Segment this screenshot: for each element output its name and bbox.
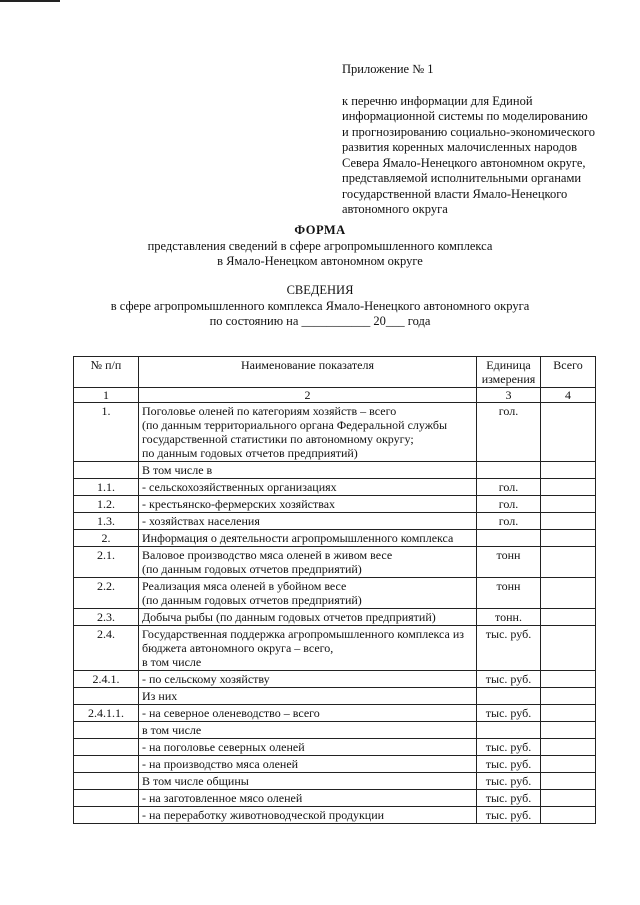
row-unit	[477, 722, 541, 739]
info-heading-block	[0, 283, 640, 330]
row-unit: гол.	[477, 496, 541, 513]
row-number: 2.2.	[74, 578, 139, 609]
row-indicator-name: - на поголовье северных оленей	[139, 739, 477, 756]
row-total-value[interactable]	[541, 756, 596, 773]
table-index-row	[74, 388, 596, 403]
table-row	[74, 722, 596, 739]
appendix-line: к перечню информации для Единой	[342, 93, 533, 108]
appendix-title: Приложение № 1	[342, 62, 434, 76]
row-number	[74, 790, 139, 807]
row-unit: тонн	[477, 547, 541, 578]
table-header-row	[74, 357, 596, 388]
row-total-value[interactable]	[541, 626, 596, 671]
row-total-value[interactable]	[541, 688, 596, 705]
form-subtitle-line2: в Ямало-Ненецком автономном округе	[217, 254, 423, 268]
form-subtitle-line1: представления сведений в сфере агропромышленного комплекса	[147, 238, 493, 253]
table-row	[74, 479, 596, 496]
table-row	[74, 578, 596, 609]
row-number: 2.4.	[74, 626, 139, 671]
row-number	[74, 807, 139, 824]
form-heading-block	[0, 223, 640, 270]
table-row	[74, 496, 596, 513]
row-total-value[interactable]	[541, 807, 596, 824]
appendix-line: представляемой исполнительными органами	[342, 171, 582, 185]
table-row	[74, 403, 596, 462]
header-num: № п/п	[74, 357, 139, 388]
row-number	[74, 739, 139, 756]
row-indicator-name: В том числе общины	[139, 773, 477, 790]
row-number: 2.	[74, 530, 139, 547]
info-subtitle-line2: по состоянию на ___________ 20___ года	[209, 314, 431, 328]
row-number	[74, 773, 139, 790]
data-table	[73, 356, 596, 824]
row-total-value[interactable]	[541, 403, 596, 462]
row-indicator-name: - на заготовленное мясо оленей	[139, 790, 477, 807]
index-cell: 3	[477, 388, 541, 403]
row-unit: тыс. руб.	[477, 671, 541, 688]
appendix-line: развития коренных малочисленных народов	[342, 140, 577, 154]
row-number: 1.3.	[74, 513, 139, 530]
row-total-value[interactable]	[541, 773, 596, 790]
row-total-value[interactable]	[541, 705, 596, 722]
appendix-line: и прогнозированию социально-экономического	[342, 124, 596, 139]
row-number: 2.1.	[74, 547, 139, 578]
row-unit	[477, 688, 541, 705]
table-row	[74, 807, 596, 824]
row-unit: тонн	[477, 578, 541, 609]
table-row	[74, 530, 596, 547]
row-number	[74, 756, 139, 773]
row-number: 1.2.	[74, 496, 139, 513]
row-total-value[interactable]	[541, 513, 596, 530]
row-unit: тыс. руб.	[477, 705, 541, 722]
row-number: 2.4.1.	[74, 671, 139, 688]
row-unit: тыс. руб.	[477, 739, 541, 756]
row-total-value[interactable]	[541, 790, 596, 807]
index-cell: 4	[541, 388, 596, 403]
header-name: Наименование показателя	[139, 357, 477, 388]
row-unit: тыс. руб.	[477, 790, 541, 807]
appendix-line: государственной власти Ямало-Ненецкого	[342, 186, 568, 201]
appendix-line: информационной системы по моделированию	[342, 109, 588, 123]
row-indicator-name: Реализация мяса оленей в убойном весе (по данным годовых отчетов предприятий)	[139, 578, 477, 609]
row-indicator-name: Информация о деятельности агропромышленного комплекса	[139, 530, 477, 547]
row-number	[74, 462, 139, 479]
row-indicator-name: Государственная поддержка агропромышленного комплекса из бюджета автономного округа – всего, в том числе	[139, 626, 477, 671]
row-number: 1.1.	[74, 479, 139, 496]
row-unit	[477, 530, 541, 547]
row-unit: тыс. руб.	[477, 773, 541, 790]
top-rule	[0, 0, 60, 2]
row-unit	[477, 462, 541, 479]
table-row	[74, 773, 596, 790]
row-total-value[interactable]	[541, 671, 596, 688]
row-total-value[interactable]	[541, 722, 596, 739]
row-unit: гол.	[477, 479, 541, 496]
row-number: 1.	[74, 403, 139, 462]
table-row	[74, 671, 596, 688]
row-indicator-name: В том числе в	[139, 462, 477, 479]
row-total-value[interactable]	[541, 609, 596, 626]
info-heading: СВЕДЕНИЯ	[286, 283, 354, 297]
row-indicator-name: - на переработку животноводческой продукции	[139, 807, 477, 824]
row-indicator-name: - по сельскому хозяйству	[139, 671, 477, 688]
row-total-value[interactable]	[541, 578, 596, 609]
table-row	[74, 462, 596, 479]
row-indicator-name: - сельскохозяйственных организациях	[139, 479, 477, 496]
row-total-value[interactable]	[541, 547, 596, 578]
table-row	[74, 688, 596, 705]
row-indicator-name: - на северное оленеводство – всего	[139, 705, 477, 722]
row-indicator-name: Из них	[139, 688, 477, 705]
form-heading: ФОРМА	[294, 223, 346, 237]
row-indicator-name: в том числе	[139, 722, 477, 739]
header-total: Всего	[541, 357, 596, 388]
table-row	[74, 547, 596, 578]
row-indicator-name: Валовое производство мяса оленей в живом весе (по данным годовых отчетов предприятий)	[139, 547, 477, 578]
row-total-value[interactable]	[541, 739, 596, 756]
index-cell: 1	[74, 388, 139, 403]
row-number	[74, 688, 139, 705]
row-number: 2.4.1.1.	[74, 705, 139, 722]
row-indicator-name: Добыча рыбы (по данным годовых отчетов предприятий)	[139, 609, 477, 626]
appendix-line: автономного округа	[342, 202, 448, 216]
row-number	[74, 722, 139, 739]
row-total-value[interactable]	[541, 530, 596, 547]
row-indicator-name: Поголовье оленей по категориям хозяйств – всего (по данным территориального органа Федеральной службы государственной статистики по автономному округу; по данным годовых отчетов предприятий)	[139, 403, 477, 462]
row-unit: тыс. руб.	[477, 807, 541, 824]
appendix-block	[342, 62, 612, 218]
row-total-value[interactable]	[541, 496, 596, 513]
row-total-value[interactable]	[541, 479, 596, 496]
row-indicator-name: - на производство мяса оленей	[139, 756, 477, 773]
table-row	[74, 705, 596, 722]
table-row	[74, 756, 596, 773]
table-row	[74, 790, 596, 807]
row-indicator-name: - крестьянско-фермерских хозяйствах	[139, 496, 477, 513]
table-row	[74, 609, 596, 626]
row-unit: тыс. руб.	[477, 756, 541, 773]
row-unit: тыс. руб.	[477, 626, 541, 671]
index-cell: 2	[139, 388, 477, 403]
table-row	[74, 513, 596, 530]
table-row	[74, 739, 596, 756]
row-number: 2.3.	[74, 609, 139, 626]
row-unit: гол.	[477, 403, 541, 462]
table-row	[74, 626, 596, 671]
header-unit: Единица измерения	[477, 357, 541, 388]
row-unit: гол.	[477, 513, 541, 530]
info-subtitle-line1: в сфере агропромышленного комплекса Ямало-Ненецкого автономного округа	[110, 298, 530, 313]
row-unit: тонн.	[477, 609, 541, 626]
row-indicator-name: - хозяйствах населения	[139, 513, 477, 530]
table-body	[74, 403, 596, 824]
row-total-value[interactable]	[541, 462, 596, 479]
appendix-line: Севера Ямало-Ненецкого автономном округе,	[342, 155, 586, 170]
